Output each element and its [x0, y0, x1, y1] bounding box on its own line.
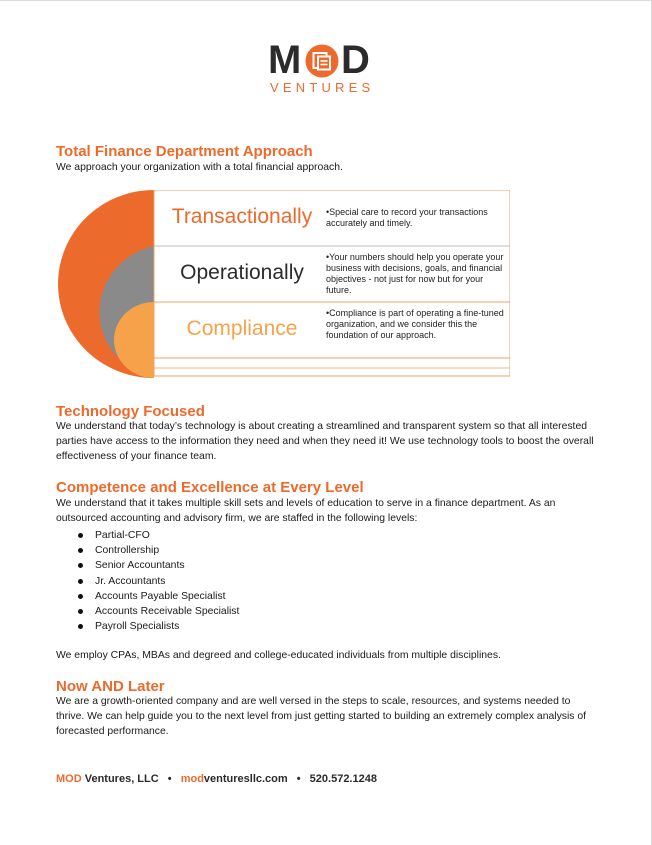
list-item	[76, 619, 239, 634]
footer-website-mod: mod	[180, 773, 204, 785]
footer-company: Ventures, LLC	[81, 773, 159, 785]
section-body-technology: We understand that today’s technology is about creating a streamlined and transparent system so that all interested parties have access to the information they need and when they need it! We use technology tools to boost the overall effectiveness of your finance team.	[56, 421, 594, 463]
footer-phone[interactable]: 520.572.1248	[309, 773, 377, 785]
list-item	[76, 558, 239, 573]
row-desc-transactionally: •Special care to record your transactions accurately and timely.	[326, 207, 488, 228]
list-item	[76, 574, 239, 589]
list-item-text: Jr. Accountants	[95, 575, 166, 587]
list-item	[76, 604, 239, 619]
logo-letter-m: M	[268, 38, 301, 82]
section-title-competence: Competence and Excellence at Every Level	[56, 479, 364, 496]
footer-website-rest: venturesllc.com	[203, 773, 288, 785]
section-title-approach: Total Finance Department Approach	[56, 143, 313, 160]
top-rule	[0, 0, 652, 1]
bullet-icon	[78, 594, 83, 599]
section-title-now-and-later: Now AND Later	[56, 678, 165, 695]
bullet-icon	[78, 548, 83, 553]
footer-separator: •	[296, 773, 301, 785]
list-item-text: Accounts Payable Specialist	[95, 590, 226, 602]
bullet-icon	[78, 579, 83, 584]
bullet-icon	[78, 563, 83, 568]
footer-brand-mod: MOD	[56, 773, 82, 785]
row-label-transactionally: Transactionally	[171, 205, 313, 228]
list-item-text: Accounts Receivable Specialist	[95, 606, 240, 618]
row-label-operationally: Operationally	[180, 261, 304, 284]
list-item-text: Senior Accountants	[95, 560, 185, 572]
list-item	[76, 528, 239, 543]
row-desc-compliance: •Compliance is part of operating a fine-tuned organization, and we consider this the foundation of our approach.	[326, 308, 504, 340]
list-item-text: Payroll Specialists	[95, 621, 180, 633]
logo-subtitle: VENTURES	[270, 80, 375, 95]
section-title-technology: Technology Focused	[56, 403, 205, 420]
list-item-text: Controllership	[95, 545, 160, 557]
section-body-competence: We understand that it takes multiple skill sets and levels of education to serve in a finance department. As an outsourced accounting and advisory firm, we are staffed in the following levels:	[56, 498, 556, 525]
approach-diagram	[58, 190, 510, 378]
row-desc-operationally: •Your numbers should help you operate your business with decisions, goals, and financial objectives - not just for now but for your future.	[326, 252, 504, 295]
bullet-icon	[78, 609, 83, 614]
footer	[56, 773, 377, 785]
footer-website-link[interactable]	[181, 773, 288, 785]
bullet-icon	[78, 624, 83, 629]
section-closing-competence: We employ CPAs, MBAs and degreed and college-educated individuals from multiple disciplines.	[56, 650, 501, 661]
row-label-compliance: Compliance	[186, 317, 298, 340]
section-body-approach: We approach your organization with a total financial approach.	[56, 162, 343, 173]
company-logo	[268, 40, 388, 96]
list-item	[76, 543, 239, 558]
list-item	[76, 589, 239, 604]
list-item-text: Partial-CFO	[95, 530, 150, 541]
levels-list	[76, 528, 239, 634]
bullet-icon	[78, 533, 83, 538]
logo-o-mark-icon	[305, 44, 339, 78]
footer-separator: •	[167, 773, 172, 785]
logo-letter-d: D	[341, 38, 369, 82]
section-body-now-and-later: We are a growth-oriented company and are well versed in the steps to scale, resources, and systems needed to thrive. We can help guide you to the next level from just getting started to building an extremely complex analysis of forecasted performance.	[56, 696, 587, 738]
